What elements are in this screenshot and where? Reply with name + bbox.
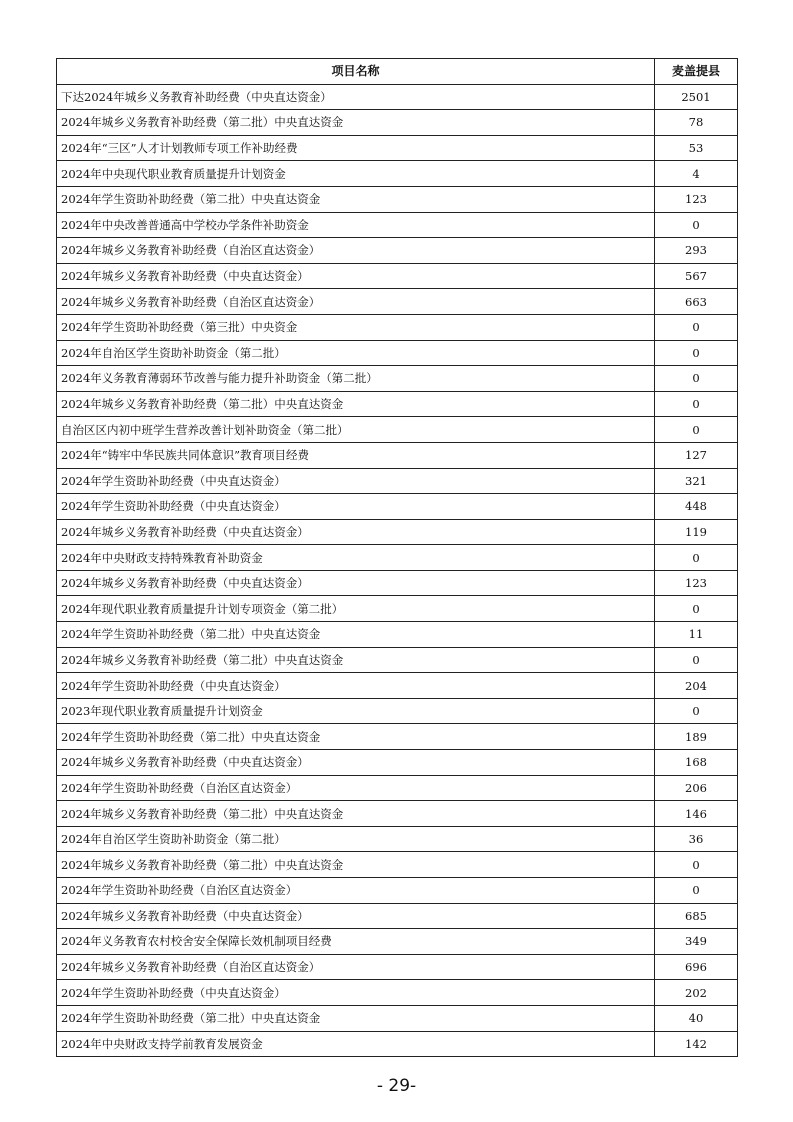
project-name-cell: 2024年中央现代职业教育质量提升计划资金: [57, 161, 655, 187]
project-name-cell: 2024年城乡义务教育补助经费（第二批）中央直达资金: [57, 852, 655, 878]
table-row: [57, 110, 738, 136]
table-row: [57, 417, 738, 443]
county-amount-header: 麦盖提县: [655, 59, 738, 85]
project-name-cell: 2024年城乡义务教育补助经费（中央直达资金）: [57, 263, 655, 289]
table-row: [57, 468, 738, 494]
amount-cell: 696: [655, 954, 738, 980]
project-name-cell: 2024年学生资助补助经费（第二批）中央直达资金: [57, 724, 655, 750]
amount-cell: 2501: [655, 84, 738, 110]
project-name-cell: 2024年学生资助补助经费（第三批）中央资金: [57, 314, 655, 340]
amount-cell: 0: [655, 545, 738, 571]
project-name-cell: 2024年学生资助补助经费（中央直达资金）: [57, 673, 655, 699]
project-name-cell: 2024年学生资助补助经费（中央直达资金）: [57, 468, 655, 494]
budget-table: [56, 58, 738, 1057]
project-name-header: 项目名称: [57, 59, 655, 85]
table-row: [57, 289, 738, 315]
amount-cell: 0: [655, 417, 738, 443]
table-row: [57, 161, 738, 187]
project-name-cell: 2024年义务教育薄弱环节改善与能力提升补助资金（第二批）: [57, 366, 655, 392]
amount-cell: 123: [655, 186, 738, 212]
table-row: [57, 545, 738, 571]
table-row: [57, 1031, 738, 1057]
project-name-cell: 2024年城乡义务教育补助经费（自治区直达资金）: [57, 954, 655, 980]
table-row: [57, 929, 738, 955]
project-name-cell: 2024年学生资助补助经费（第二批）中央直达资金: [57, 1005, 655, 1031]
amount-cell: 0: [655, 391, 738, 417]
amount-cell: 204: [655, 673, 738, 699]
amount-cell: 206: [655, 775, 738, 801]
table-row: [57, 442, 738, 468]
table-row: [57, 698, 738, 724]
amount-cell: 0: [655, 212, 738, 238]
amount-cell: 127: [655, 442, 738, 468]
table-row: [57, 878, 738, 904]
table-row: [57, 647, 738, 673]
project-name-cell: 2024年城乡义务教育补助经费（第二批）中央直达资金: [57, 647, 655, 673]
table-row: [57, 570, 738, 596]
table-row: [57, 84, 738, 110]
amount-cell: 0: [655, 698, 738, 724]
table-row: [57, 826, 738, 852]
table-row: [57, 1005, 738, 1031]
project-name-cell: 2024年城乡义务教育补助经费（中央直达资金）: [57, 750, 655, 776]
table-row: [57, 622, 738, 648]
project-name-cell: 2024年城乡义务教育补助经费（第二批）中央直达资金: [57, 391, 655, 417]
project-name-cell: 2024年自治区学生资助补助资金（第二批）: [57, 826, 655, 852]
project-name-cell: 2024年城乡义务教育补助经费（自治区直达资金）: [57, 238, 655, 264]
table-row: [57, 903, 738, 929]
table-row: [57, 673, 738, 699]
amount-cell: 53: [655, 135, 738, 161]
table-row: [57, 775, 738, 801]
project-name-cell: 2024年学生资助补助经费（自治区直达资金）: [57, 775, 655, 801]
amount-cell: 202: [655, 980, 738, 1006]
project-name-cell: 2024年学生资助补助经费（自治区直达资金）: [57, 878, 655, 904]
project-name-cell: 2024年学生资助补助经费（中央直达资金）: [57, 494, 655, 520]
table-row: [57, 750, 738, 776]
amount-cell: 0: [655, 314, 738, 340]
table-row: [57, 494, 738, 520]
project-name-cell: 2024年学生资助补助经费（第二批）中央直达资金: [57, 622, 655, 648]
table-row: [57, 186, 738, 212]
project-name-cell: 2024年学生资助补助经费（中央直达资金）: [57, 980, 655, 1006]
amount-cell: 0: [655, 878, 738, 904]
amount-cell: 36: [655, 826, 738, 852]
project-name-cell: 2024年现代职业教育质量提升计划专项资金（第二批）: [57, 596, 655, 622]
project-name-cell: 下达2024年城乡义务教育补助经费（中央直达资金）: [57, 84, 655, 110]
project-name-cell: 2024年中央财政支持学前教育发展资金: [57, 1031, 655, 1057]
table-row: [57, 212, 738, 238]
page-number: - 29-: [376, 1076, 417, 1096]
project-name-cell: 2024年“铸牢中华民族共同体意识”教育项目经费: [57, 442, 655, 468]
table-row: [57, 801, 738, 827]
table-row: [57, 596, 738, 622]
table-header-row: [57, 59, 738, 85]
table-row: [57, 852, 738, 878]
project-name-cell: 2024年城乡义务教育补助经费（自治区直达资金）: [57, 289, 655, 315]
amount-cell: 189: [655, 724, 738, 750]
project-name-cell: 2024年“三区”人才计划教师专项工作补助经费: [57, 135, 655, 161]
amount-cell: 0: [655, 852, 738, 878]
amount-cell: 0: [655, 647, 738, 673]
project-name-cell: 2024年义务教育农村校舍安全保障长效机制项目经费: [57, 929, 655, 955]
table-row: [57, 135, 738, 161]
table-body: [57, 84, 738, 1057]
amount-cell: 567: [655, 263, 738, 289]
amount-cell: 321: [655, 468, 738, 494]
project-name-cell: 2024年自治区学生资助补助资金（第二批）: [57, 340, 655, 366]
project-name-cell: 2024年中央财政支持特殊教育补助资金: [57, 545, 655, 571]
amount-cell: 293: [655, 238, 738, 264]
amount-cell: 119: [655, 519, 738, 545]
amount-cell: 78: [655, 110, 738, 136]
amount-cell: 0: [655, 340, 738, 366]
amount-cell: 663: [655, 289, 738, 315]
amount-cell: 142: [655, 1031, 738, 1057]
amount-cell: 11: [655, 622, 738, 648]
amount-cell: 4: [655, 161, 738, 187]
table-row: [57, 519, 738, 545]
project-name-cell: 2023年现代职业教育质量提升计划资金: [57, 698, 655, 724]
project-name-cell: 自治区区内初中班学生营养改善计划补助资金（第二批）: [57, 417, 655, 443]
amount-cell: 0: [655, 366, 738, 392]
project-name-cell: 2024年学生资助补助经费（第二批）中央直达资金: [57, 186, 655, 212]
project-name-cell: 2024年城乡义务教育补助经费（中央直达资金）: [57, 519, 655, 545]
table-row: [57, 340, 738, 366]
project-name-cell: 2024年城乡义务教育补助经费（第二批）中央直达资金: [57, 110, 655, 136]
table-row: [57, 954, 738, 980]
project-name-cell: 2024年城乡义务教育补助经费（中央直达资金）: [57, 903, 655, 929]
table-row: [57, 980, 738, 1006]
amount-cell: 349: [655, 929, 738, 955]
table-row: [57, 724, 738, 750]
amount-cell: 146: [655, 801, 738, 827]
amount-cell: 448: [655, 494, 738, 520]
project-name-cell: 2024年城乡义务教育补助经费（第二批）中央直达资金: [57, 801, 655, 827]
table-row: [57, 263, 738, 289]
project-name-cell: 2024年中央改善普通高中学校办学条件补助资金: [57, 212, 655, 238]
amount-cell: 40: [655, 1005, 738, 1031]
amount-cell: 123: [655, 570, 738, 596]
project-name-cell: 2024年城乡义务教育补助经费（中央直达资金）: [57, 570, 655, 596]
table-row: [57, 391, 738, 417]
table-row: [57, 314, 738, 340]
table-row: [57, 238, 738, 264]
amount-cell: 168: [655, 750, 738, 776]
amount-cell: 0: [655, 596, 738, 622]
amount-cell: 685: [655, 903, 738, 929]
table-row: [57, 366, 738, 392]
